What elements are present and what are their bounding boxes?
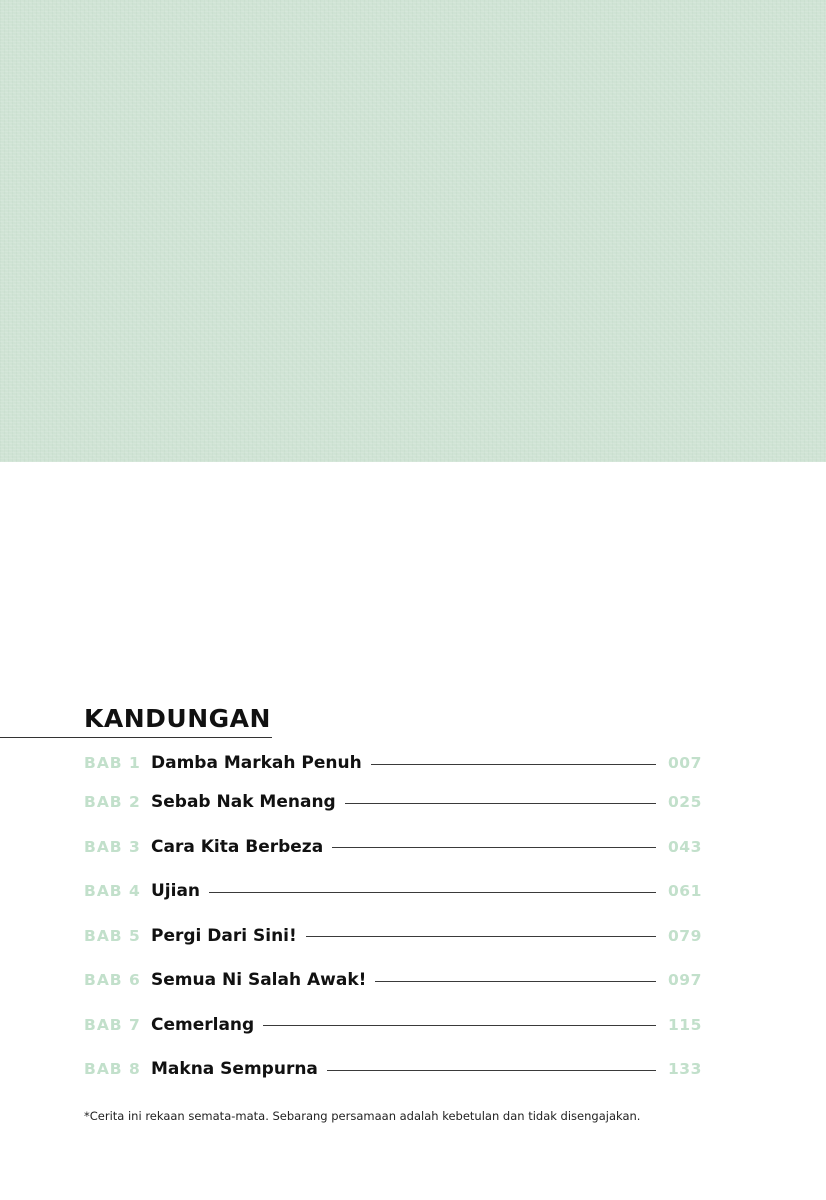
page-number: 007	[668, 754, 702, 772]
toc-entry-4	[84, 869, 704, 914]
toc-entry-5	[84, 914, 704, 959]
chapter-title: Cara Kita Berbeza	[151, 836, 324, 857]
table-of-contents	[84, 746, 704, 1092]
toc-entry-2	[84, 780, 704, 825]
chapter-title: Cemerlang	[151, 1014, 255, 1035]
heading-underline	[0, 737, 272, 738]
leader-line	[345, 803, 656, 804]
chapter-title: Ujian	[151, 881, 201, 902]
toc-entry-3	[84, 825, 704, 870]
leader-line	[332, 847, 656, 848]
page-number: 061	[668, 882, 702, 901]
leader-line	[371, 764, 656, 765]
page-number: 133	[668, 1060, 702, 1079]
toc-entry-8	[84, 1047, 704, 1092]
toc-entry-1	[84, 746, 704, 780]
chapter-label: BAB 4	[84, 882, 141, 901]
leader-line	[375, 981, 656, 982]
chapter-label: BAB 7	[84, 1015, 141, 1034]
leader-line	[327, 1070, 656, 1071]
leader-line	[263, 1025, 656, 1026]
chapter-label: BAB 6	[84, 971, 141, 990]
toc-entry-7	[84, 1003, 704, 1048]
chapter-label: BAB 8	[84, 1060, 141, 1079]
page-number: 025	[668, 793, 702, 812]
disclaimer-footnote: *Cerita ini rekaan semata-mata. Sebarang persamaan adalah kebetulan dan tidak disengajakan.	[84, 1109, 641, 1123]
chapter-title: Makna Sempurna	[151, 1059, 318, 1080]
chapter-title: Semua Ni Salah Awak!	[151, 970, 367, 991]
chapter-label: BAB 2	[84, 793, 141, 812]
leader-line	[209, 892, 656, 893]
page-number: 097	[668, 971, 702, 990]
leader-line	[306, 936, 656, 937]
chapter-label: BAB 3	[84, 837, 141, 856]
page-number: 115	[668, 1015, 702, 1034]
toc-entry-6	[84, 958, 704, 1003]
green-texture-banner	[0, 0, 826, 462]
chapter-title: Pergi Dari Sini!	[151, 925, 297, 946]
chapter-label: BAB 1	[84, 754, 141, 772]
page-number: 043	[668, 837, 702, 856]
chapter-title: Sebab Nak Menang	[151, 792, 336, 813]
page-number: 079	[668, 926, 702, 945]
chapter-title: Damba Markah Penuh	[151, 753, 362, 773]
contents-heading: KANDUNGAN	[84, 704, 271, 733]
chapter-label: BAB 5	[84, 926, 141, 945]
